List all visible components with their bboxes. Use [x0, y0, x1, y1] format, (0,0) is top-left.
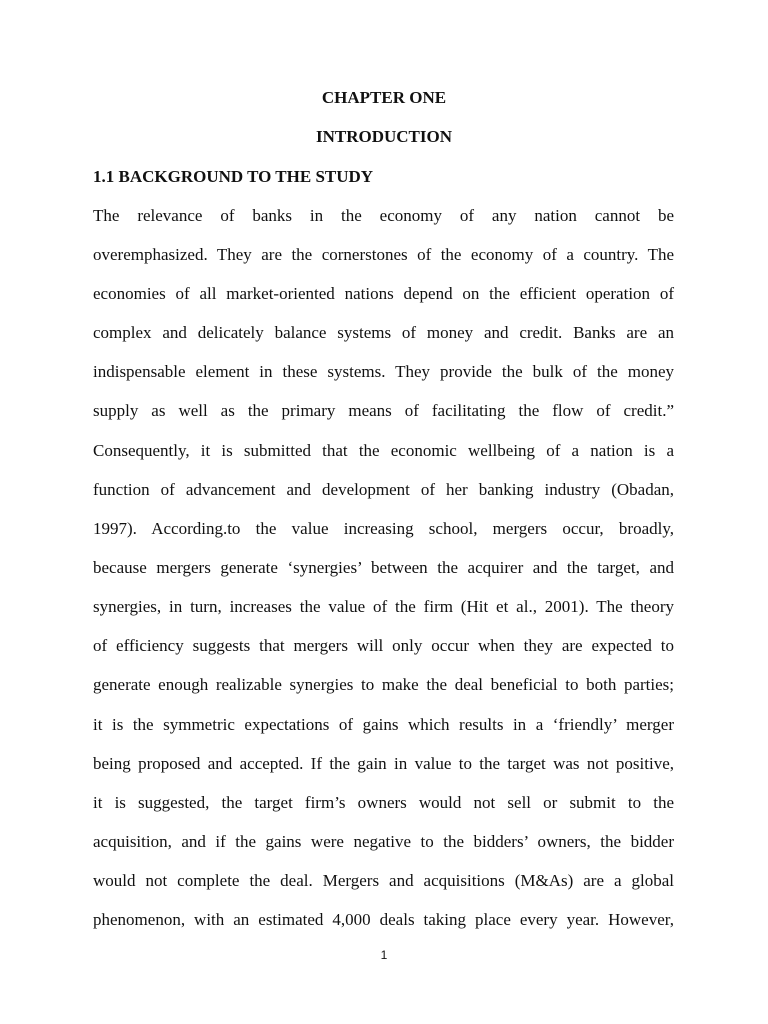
body-line: supply as well as the primary means of facilitating the flow of credit.”	[93, 401, 674, 420]
body-line: phenomenon, with an estimated 4,000 deals taking place every year. However,	[93, 910, 674, 929]
body-line: indispensable element in these systems. They provide the bulk of the money	[93, 362, 674, 381]
body-line: would not complete the deal. Mergers and acquisitions (M&As) are a global	[93, 871, 674, 890]
body-line: being proposed and accepted. If the gain in value to the target was not positive,	[93, 754, 674, 773]
section-heading: 1.1 BACKGROUND TO THE STUDY	[93, 167, 374, 186]
body-line: acquisition, and if the gains were negative to the bidders’ owners, the bidder	[93, 832, 674, 851]
body-line: economies of all market-oriented nations depend on the efficient operation of	[93, 284, 674, 303]
body-line: because mergers generate ‘synergies’ between the acquirer and the target, and	[93, 558, 674, 577]
body-line: synergies, in turn, increases the value of the firm (Hit et al., 2001). The theory	[93, 597, 674, 616]
body-line: function of advancement and development of her banking industry (Obadan,	[93, 480, 674, 499]
chapter-title: CHAPTER ONE	[321, 88, 447, 107]
body-line: complex and delicately balance systems of money and credit. Banks are an	[93, 323, 674, 342]
body-line: it is suggested, the target firm’s owners would not sell or submit to the	[93, 793, 674, 812]
body-line: it is the symmetric expectations of gains which results in a ‘friendly’ merger	[93, 715, 674, 734]
body-line: 1997). According.to the value increasing school, mergers occur, broadly,	[93, 519, 674, 538]
chapter-subtitle: INTRODUCTION	[315, 127, 453, 146]
body-line: generate enough realizable synergies to make the deal beneficial to both parties;	[93, 675, 674, 694]
body-line: Consequently, it is submitted that the economic wellbeing of a nation is a	[93, 441, 674, 460]
body-line: The relevance of banks in the economy of any nation cannot be	[93, 206, 674, 225]
body-line: overemphasized. They are the cornerstones of the economy of a country. The	[93, 245, 674, 264]
body-line: of efficiency suggests that mergers will only occur when they are expected to	[93, 636, 674, 655]
page-number: 1	[380, 948, 388, 962]
